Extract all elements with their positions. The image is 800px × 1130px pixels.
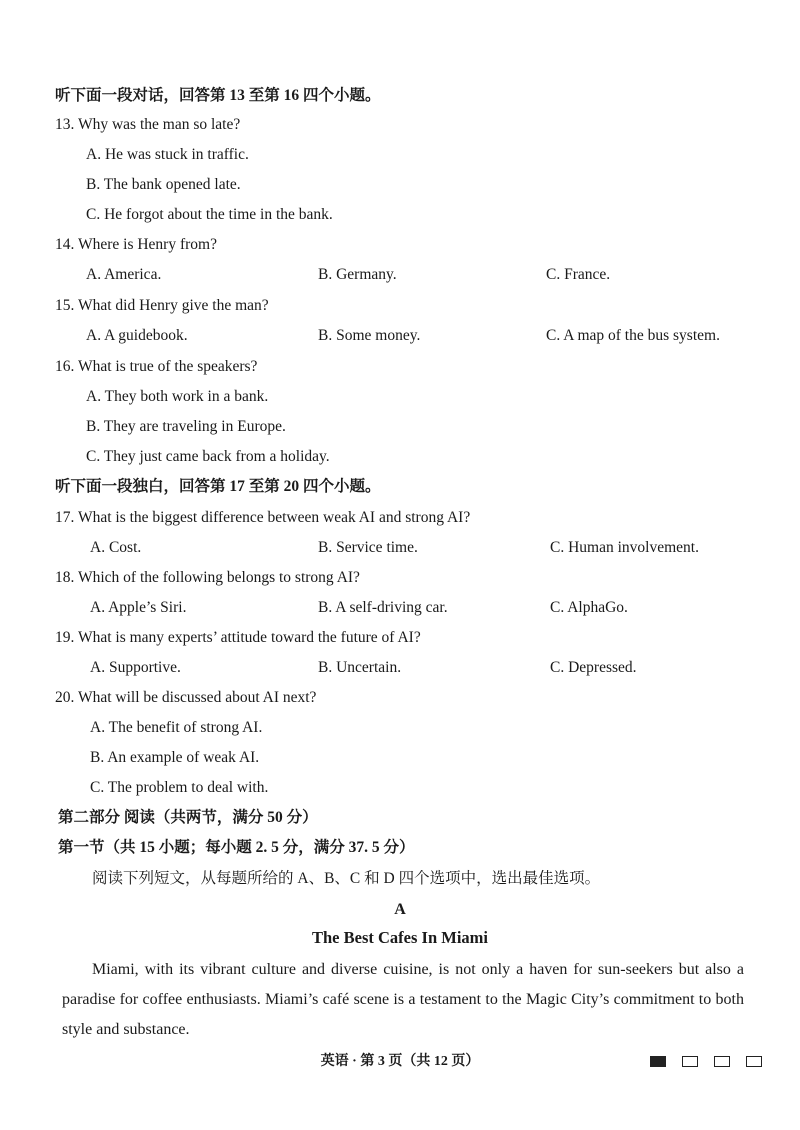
question-20-option-a: A. The benefit of strong AI. — [90, 719, 263, 736]
question-18-option-a: A. Apple’s Siri. — [90, 599, 187, 616]
reading-instructions: 阅读下列短文，从每题所给的 A、B、C 和 D 四个选项中，选出最佳选项。 — [92, 870, 601, 887]
question-19-option-b: B. Uncertain. — [318, 659, 402, 676]
question-13-option-b: B. The bank opened late. — [86, 176, 241, 193]
question-16-option-a: A. They both work in a bank. — [86, 388, 269, 405]
filled-box-icon — [650, 1056, 666, 1067]
empty-box-icon — [746, 1056, 762, 1067]
question-20-option-b: B. An example of weak AI. — [90, 749, 260, 766]
empty-box-icon — [714, 1056, 730, 1067]
passage-letter: A — [394, 901, 406, 918]
question-20-stem: 20. What will be discussed about AI next? — [55, 689, 317, 706]
question-18-option-b: B. A self-driving car. — [318, 599, 448, 616]
question-14-stem: 14. Where is Henry from? — [55, 236, 217, 253]
part-two-heading: 第二部分 阅读（共两节，满分 50 分） — [58, 809, 318, 826]
question-18-stem: 18. Which of the following belongs to strong AI? — [55, 569, 360, 586]
question-19-option-c: C. Depressed. — [550, 659, 637, 676]
question-17-stem: 17. What is the biggest difference between weak AI and strong AI? — [55, 509, 471, 526]
empty-box-icon — [682, 1056, 698, 1067]
question-14-option-c: C. France. — [546, 266, 611, 283]
question-19-stem: 19. What is many experts’ attitude toward the future of AI? — [55, 629, 421, 646]
passage-title: The Best Cafes In Miami — [312, 928, 488, 947]
page-footer: 英语 · 第 3 页（共 12 页） — [320, 1054, 480, 1069]
question-13-option-a: A. He was stuck in traffic. — [86, 146, 249, 163]
listening-intro-13-16: 听下面一段对话，回答第 13 至第 16 四个小题。 — [55, 87, 381, 104]
question-15-stem: 15. What did Henry give the man? — [55, 297, 269, 314]
question-13-stem: 13. Why was the man so late? — [55, 116, 241, 133]
question-20-option-c: C. The problem to deal with. — [90, 779, 269, 796]
section-one-heading: 第一节（共 15 小题；每小题 2. 5 分，满分 37. 5 分） — [58, 839, 415, 856]
question-16-option-b: B. They are traveling in Europe. — [86, 418, 286, 435]
listening-intro-17-20: 听下面一段独白，回答第 17 至第 20 四个小题。 — [55, 478, 381, 495]
question-17-option-c: C. Human involvement. — [550, 539, 699, 556]
question-15-option-b: B. Some money. — [318, 327, 421, 344]
question-19-option-a: A. Supportive. — [90, 659, 181, 676]
question-16-option-c: C. They just came back from a holiday. — [86, 448, 330, 465]
question-13-option-c: C. He forgot about the time in the bank. — [86, 206, 333, 223]
question-14-option-a: A. America. — [86, 266, 162, 283]
page-progress-marks — [650, 1052, 778, 1070]
question-18-option-c: C. AlphaGo. — [550, 599, 628, 616]
passage-paragraph: Miami, with its vibrant culture and diverse cuisine, is not only a haven for sun-seekers but also a paradise for coffee enthusiasts. Miami’s café scene is a testament to the Magic City’s commitment to both style and substance. — [62, 961, 744, 1038]
question-15-option-a: A. A guidebook. — [86, 327, 188, 344]
question-14-option-b: B. Germany. — [318, 266, 397, 283]
question-15-option-c: C. A map of the bus system. — [546, 327, 720, 344]
question-17-option-a: A. Cost. — [90, 539, 142, 556]
question-17-option-b: B. Service time. — [318, 539, 418, 556]
question-16-stem: 16. What is true of the speakers? — [55, 358, 258, 375]
